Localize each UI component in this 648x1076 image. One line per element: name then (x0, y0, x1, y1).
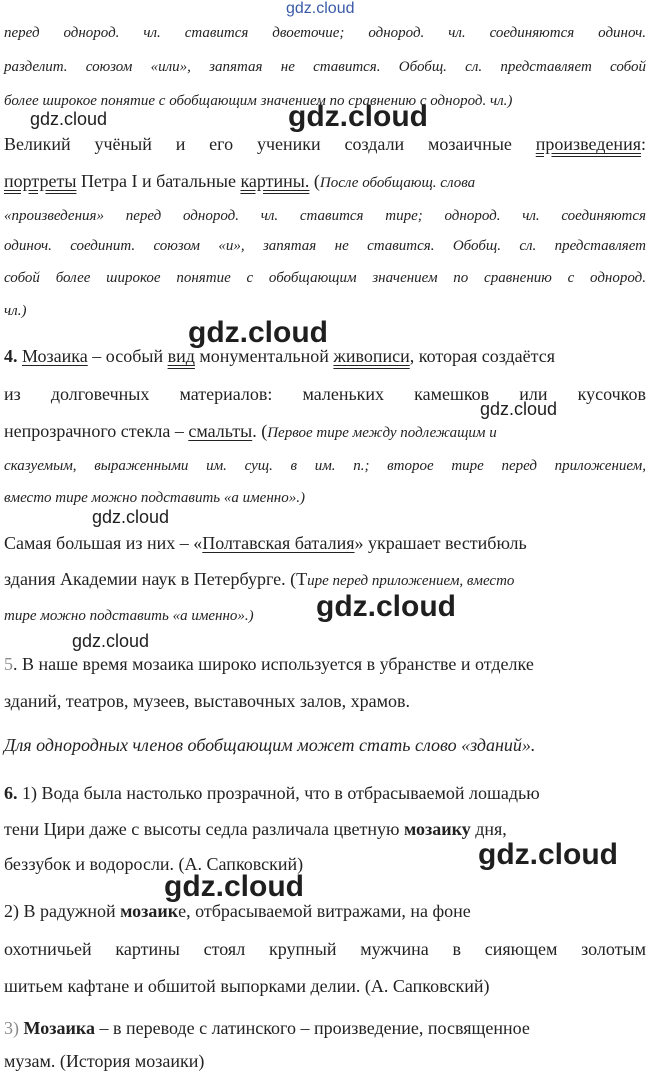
paragraph-4-line-1: 4. Мозаика – особый вид монументальной живописи, которая создаётся (4, 346, 555, 366)
text-line-3: более широкое понятие с обобщающим значением по сравнению с однород. чл.) (4, 93, 513, 109)
paragraph-9-line-1: 2) В радужной мозаике, отбрасываемой витражами, на фоне (4, 901, 471, 921)
paragraph-6-line-1: 5. В наше время мозаика широко используется в убранстве и отделке (4, 654, 534, 674)
text-line-1: перед однород. чл. ставится двоеточие; однород. чл. соединяются одиноч. (4, 25, 646, 41)
paragraph-2-line-3: «произведения» перед однород. чл. ставится тире; однород. чл. соединяются (4, 208, 646, 224)
paragraph-5-line-2: здания Академии наук в Петербурге. (Тире перед приложением, вместо (4, 569, 515, 589)
paragraph-5-line-1: Самая большая из них – «Полтавская баталия» украшает вестибюль (4, 533, 527, 553)
paragraph-2-line-1: Великий учёный и его ученики создали мозаичные произведения: (4, 134, 646, 154)
paragraph-2-line-5: собой более широкое понятие с обобщающим значением по сравнению с однород. (4, 270, 646, 286)
watermark-f: gdz.cloud (316, 590, 456, 623)
paragraph-9-line-3: шитьем кафтане и обшитой выпорками делии. (А. Сапковский) (4, 976, 490, 996)
paragraph-8-line-3: беззубок и водоросли. (А. Сапковский) (4, 854, 304, 874)
paragraph-2-line-2: портреты Петра I и батальные картины. (После обобщающ. слова (4, 171, 476, 191)
watermark-d: gdz.cloud (480, 399, 558, 419)
watermark-c: gdz.cloud (188, 316, 328, 349)
paragraph-2-line-4: одиноч. соединит. союзом «и», запятая не ставится. Обобщ. сл. представляет (4, 238, 646, 254)
watermark-h: gdz.cloud (478, 838, 618, 871)
paragraph-8-line-1: 6. 1) Вода была настолько прозрачной, что в отбрасываемой лошадью (4, 783, 540, 803)
watermark-i: gdz.cloud (164, 870, 304, 903)
paragraph-10-line-2: музам. (История мозаики) (4, 1051, 205, 1071)
watermark-b: gdz.cloud (288, 100, 428, 133)
paragraph-4-line-5: вместо тире можно подставить «а именно».) (4, 490, 305, 506)
paragraph-8-line-2: тени Цири даже с высоты седла различала цветную мозаику дня, (4, 819, 507, 839)
underlined-word: произведения (535, 134, 641, 154)
watermark-top: gdz.cloud (286, 0, 355, 17)
paragraph-10-line-1: 3) Мозаика – в переводе с латинского – произведение, посвященное (4, 1018, 530, 1038)
paragraph-4-line-2: из долговечных материалов: маленьких камешков или кусочков (4, 384, 646, 404)
paragraph-5-line-3: тире можно подставить «а именно».) (4, 608, 254, 624)
paragraph-6-line-2: зданий, театров, музеев, выставочных залов, храмов. (4, 691, 410, 711)
paragraph-2-line-6: чл.) (4, 303, 27, 319)
paragraph-7: Для однородных членов обобщающим может стать слово «зданий». (4, 735, 536, 755)
text-line-2: разделит. союзом «или», запятая не ставится. Обобщ. сл. представляет собой (4, 59, 646, 75)
paragraph-4-line-4: сказуемым, выраженными им. сущ. в им. п.; второе тире перед приложением, (4, 458, 646, 474)
watermark-a: gdz.cloud (30, 109, 108, 129)
watermark-g: gdz.cloud (72, 631, 150, 651)
watermark-e: gdz.cloud (92, 507, 170, 527)
paragraph-9-line-2: охотничьей картины стоял крупный мужчина в сияющем золотым (4, 939, 646, 959)
paragraph-4-line-3: непрозрачного стекла – смальты. (Первое тире между подлежащим и (4, 421, 497, 441)
